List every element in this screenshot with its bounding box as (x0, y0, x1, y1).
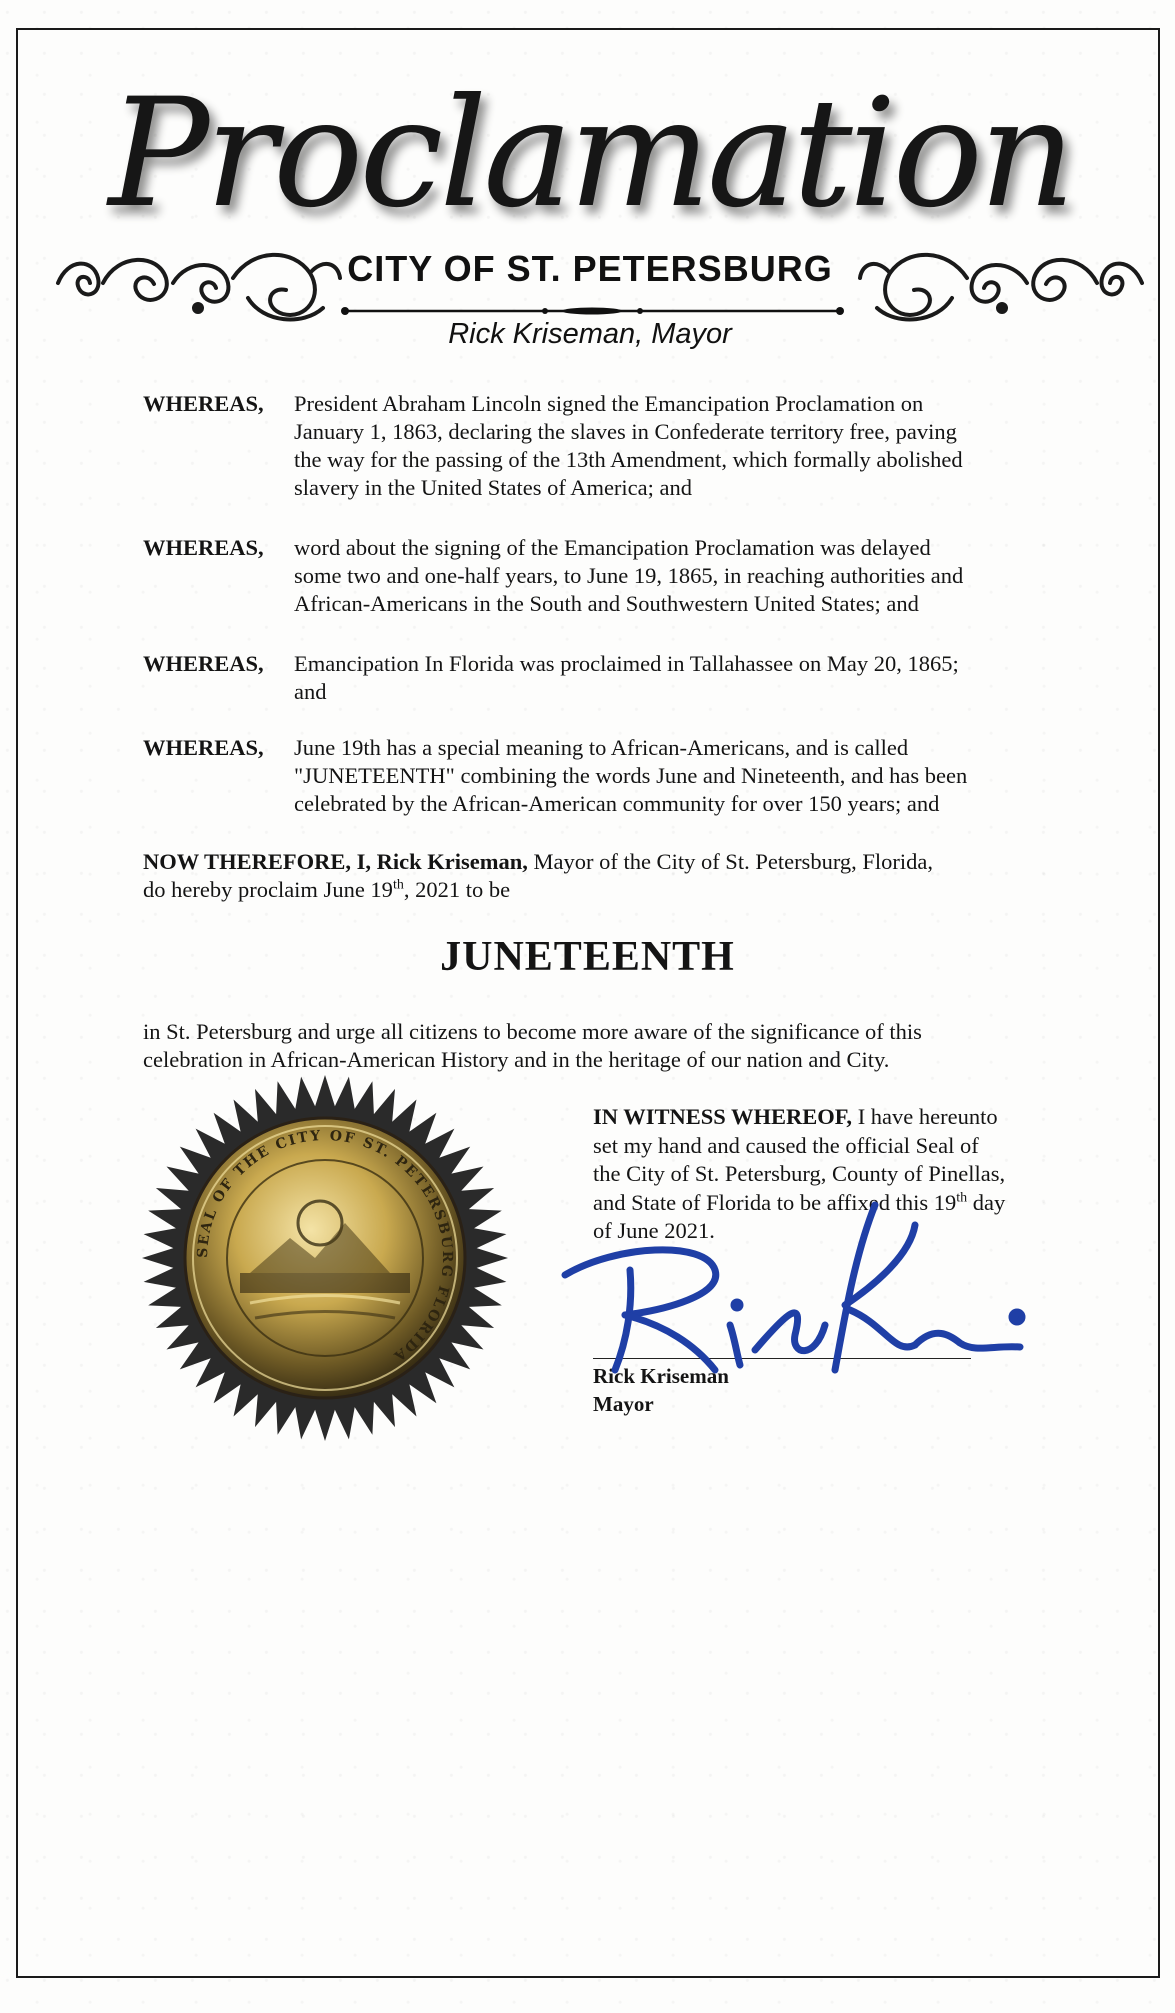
proclaim-date-text: do hereby proclaim June 19 (143, 877, 393, 902)
proclaimed-day-title: JUNETEENTH (440, 934, 735, 980)
clause-line: President Abraham Lincoln signed the Emancipation Proclamation on (294, 391, 924, 416)
urge-paragraph (143, 1018, 1073, 1074)
witness-line-3: the City of St. Petersburg, County of Pinellas, (593, 1161, 1006, 1186)
now-therefore-line-1 (143, 848, 1073, 876)
signatory-name: Rick Kriseman (593, 1364, 729, 1388)
proclamation-title-text: Proclamation (108, 67, 1072, 241)
witness-line-5: of June 2021. (593, 1218, 715, 1243)
urge-line: celebration in African-American History and in the heritage of our nation and City. (143, 1047, 890, 1072)
clause-line: January 1, 1863, declaring the slaves in Confederate territory free, paving (294, 419, 957, 444)
now-therefore-line-2 (143, 876, 1073, 904)
left-flourish-ornament (48, 238, 348, 328)
clause-line: "JUNETEENTH" combining the words June and Nineteenth, and has been (294, 763, 968, 788)
proclamation-title (0, 45, 1175, 245)
now-therefore-lead: NOW THEREFORE, I, Rick Kriseman, (143, 849, 528, 874)
urge-line: in St. Petersburg and urge all citizens to become more aware of the significance of this (143, 1019, 922, 1044)
seal-ring-textpath: SEAL OF THE CITY OF ST. PETERSBURG FLORIDA (194, 1127, 456, 1366)
clause-line: and (294, 679, 327, 704)
city-name-heading: CITY OF ST. PETERSBURG (347, 248, 833, 289)
now-therefore-paragraph (143, 848, 1073, 904)
ordinal-suffix: th (392, 877, 404, 893)
city-seal (140, 1073, 510, 1443)
handwritten-signature (555, 1195, 1035, 1380)
clause-line: the way for the passing of the 13th Amendment, which formally abolished (294, 447, 963, 472)
now-therefore-rest: Mayor of the City of St. Petersburg, Florida, (527, 849, 934, 874)
whereas-label: WHEREAS, (143, 535, 264, 560)
witness-line-2: set my hand and caused the official Seal of (593, 1132, 979, 1158)
clause-line: word about the signing of the Emancipation Proclamation was delayed (294, 535, 931, 560)
whereas-label: WHEREAS, (143, 735, 264, 760)
proclaim-year-text: , 2021 to be (403, 877, 511, 902)
witness-rest: I have hereunto (852, 1104, 998, 1129)
clause-line: African-Americans in the South and Southwestern United States; and (294, 591, 919, 616)
clause-line: celebrated by the African-American community for over 150 years; and (294, 791, 940, 816)
whereas-text (294, 734, 1175, 818)
ordinal-suffix: th (956, 1190, 968, 1205)
witness-day-text: day (967, 1189, 1006, 1215)
clause-line: slavery in the United States of America; and (294, 475, 693, 500)
signatory-title: Mayor (593, 1392, 654, 1416)
whereas-text (294, 390, 1175, 502)
whereas-text (294, 534, 1175, 618)
clause-line: Emancipation In Florida was proclaimed in Tallahassee on May 20, 1865; (294, 651, 959, 676)
clause-line: some two and one-half years, to June 19, 1865, in reaching authorities and (294, 563, 964, 588)
witness-lead: IN WITNESS WHEREOF, (593, 1104, 853, 1129)
witness-affix-text: and State of Florida to be affixed this 19 (593, 1189, 957, 1215)
whereas-label: WHEREAS, (143, 651, 264, 676)
mayor-subtitle: Rick Kriseman, Mayor (448, 318, 732, 350)
clause-line: June 19th has a special meaning to African-Americans, and is called (294, 735, 909, 760)
whereas-label: WHEREAS, (143, 391, 264, 416)
right-flourish-ornament (852, 238, 1152, 328)
witness-line-1 (593, 1103, 1053, 1132)
whereas-text (294, 650, 1175, 706)
header-divider (340, 303, 845, 313)
